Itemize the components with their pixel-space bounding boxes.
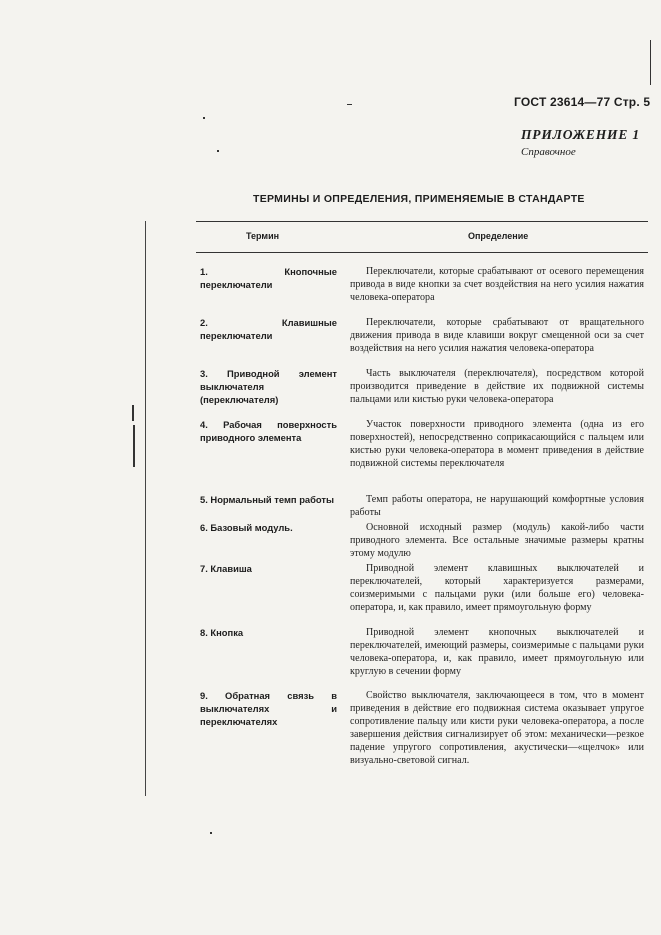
definition-cell: Свойство выключателя, заключающееся в том, что в момент приведения в действие его подвижная система оказывает упругое сопротивление пальцу или кисти руки человека-оператора, а после завершения действия сигнализирует об этом: механически—резкое падение упругого сопротивления, акустически—«щелчок» или визуально-световой сигнал. [350, 690, 644, 766]
definition-cell: Участок поверхности приводного элемента (одна из его поверхностей), непосредственно соприкасающийся с пальцем или кистью руки человека-оператора в момент приведения в действие подвижной системы переключателя [350, 419, 644, 469]
appendix-subtitle: Справочное [521, 146, 576, 158]
standard-header: ГОСТ 23614—77 Стр. 5 [514, 95, 651, 109]
term-cell: 3. Приводной элемент выключателя (переключателя) [200, 368, 337, 405]
term-cell: 7. Клавиша [200, 563, 252, 574]
scan-mark [203, 117, 205, 119]
term-cell: 2. Клавишные переключатели [200, 317, 337, 341]
scan-mark [132, 405, 134, 421]
term-cell: 4. Рабочая поверхность приводного элемента [200, 419, 337, 443]
scan-mark [133, 425, 135, 467]
scan-mark [650, 40, 651, 85]
scan-mark [347, 104, 352, 105]
scan-mark [217, 150, 219, 152]
table-header [196, 221, 648, 253]
definition-cell: Переключатели, которые срабатывают от вращательного движения привода в виде клавиши вокруг смещенной оси за счет воздействия на него усилия нажатия человека-оператора [350, 317, 644, 354]
term-cell: 6. Базовый модуль. [200, 522, 293, 533]
definition-cell: Приводной элемент кнопочных выключателей и переключателей, имеющий размеры, соизмеримые с пальцами руки человека-оператора, и, как правило, имеет прямоугольную или круглую в сечении форму [350, 627, 644, 677]
appendix-title: ПРИЛОЖЕНИЕ 1 [521, 127, 640, 142]
definition-cell: Темп работы оператора, не нарушающий комфортные условия работы [350, 494, 644, 518]
term-cell: 5. Нормальный темп работы [200, 494, 335, 505]
column-header-definition: Определение [468, 231, 529, 241]
term-cell: 1. Кнопочные переключатели [200, 266, 337, 290]
term-cell: 9. Обратная связь в выключателях и переключателях [200, 690, 337, 727]
section-title: ТЕРМИНЫ И ОПРЕДЕЛЕНИЯ, ПРИМЕНЯЕМЫЕ В СТАНДАРТЕ [253, 193, 585, 205]
table-column-divider [145, 221, 146, 796]
definition-cell: Переключатели, которые срабатывают от осевого перемещения привода в виде кнопки за счет воздействия на него усилия нажатия человека-оператора [350, 266, 644, 303]
term-cell: 8. Кнопка [200, 627, 244, 638]
definition-cell: Приводной элемент клавишных выключателей и переключателей, который характеризуется размерами, соизмеримыми с пальцами руки (или больше его) человека-оператора, и, как правило, имеет прямоугольную форму [350, 563, 644, 613]
definition-cell: Часть выключателя (переключателя), посредством которой производится приведение в действие их подвижной системы пальцами или кистью руки человека-оператора [350, 368, 644, 405]
scan-mark [210, 832, 212, 834]
definition-cell: Основной исходный размер (модуль) какой-либо части приводного элемента. Все остальные значимые размеры кратны этому модулю [350, 522, 644, 559]
terms-table [196, 221, 648, 766]
column-header-term: Термин [246, 231, 280, 241]
